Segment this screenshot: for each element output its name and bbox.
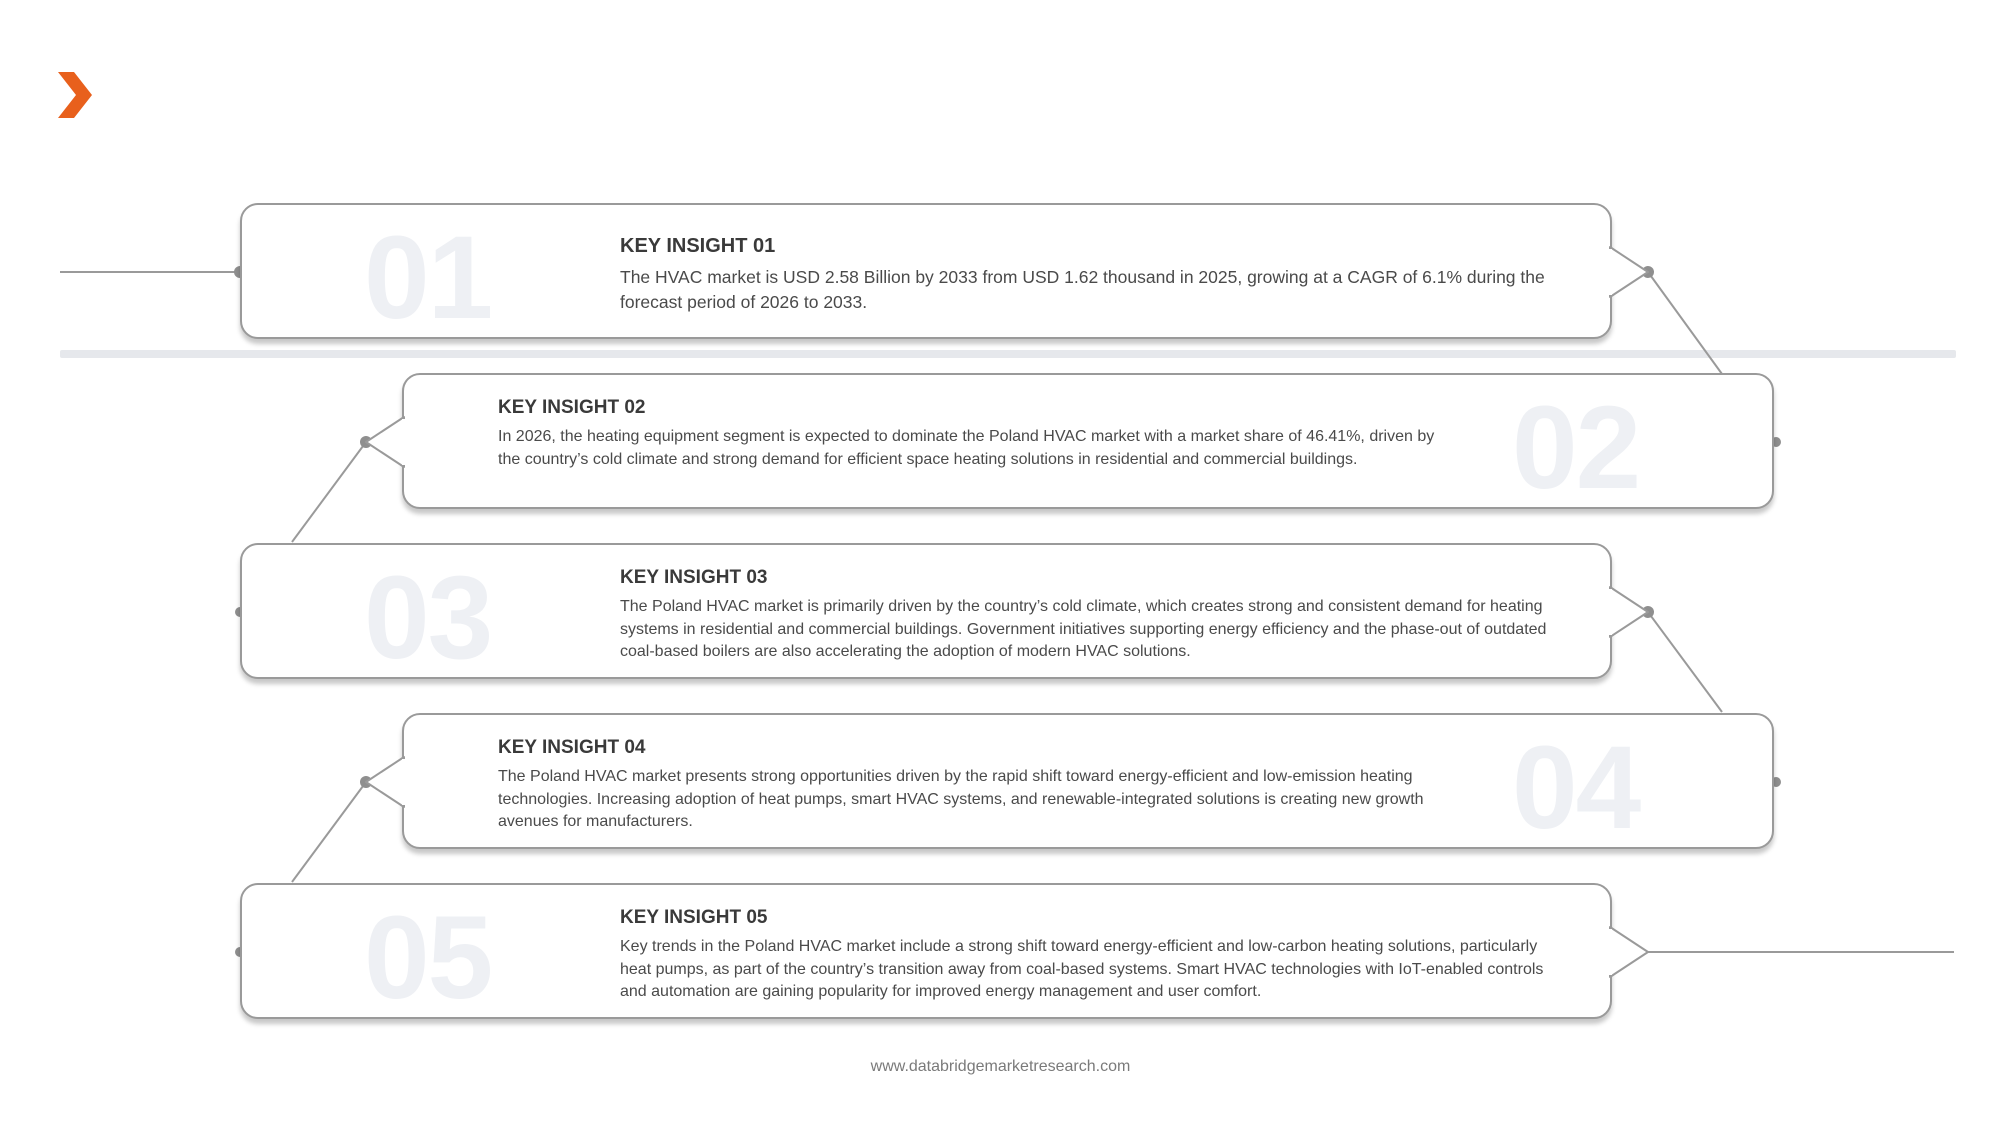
insight-number: 01 [364,212,492,344]
insight-number: 05 [364,892,492,1024]
insight-number: 03 [364,552,492,684]
footer-url: www.databridgemarketresearch.com [870,1058,1131,1075]
insight-title: KEY INSIGHT 05 [620,907,768,928]
insight-title: KEY INSIGHT 04 [498,737,646,758]
insight-text: The Poland HVAC market is primarily driven by the country’s cold climate, which creates strong and consistent demand for heating systems in residential and commercial buildings. Government initiatives supporting energy efficiency and the phase-out of outdated coal-based boilers are also accelerating the adoption of modern HVAC solutions. [620,598,1547,660]
insight-text: In 2026, the heating equipment segment is expected to dominate the Poland HVAC market with a market share of 46.41%, driven by the country’s cold climate and strong demand for efficient space heating solutions in residential and commercial buildings. [498,428,1435,468]
insight-title: KEY INSIGHT 02 [498,397,646,418]
insight-number: 04 [1512,722,1640,854]
insight-text: The Poland HVAC market presents strong opportunities driven by the rapid shift toward energy-efficient and low-emission heating technologies. Increasing adoption of heat pumps, smart HVAC systems, and renewable-integrated solutions is creating new growth avenues for manufacturers. [498,768,1424,830]
insight-title: KEY INSIGHT 01 [620,235,776,257]
insight-text: Key trends in the Poland HVAC market include a strong shift toward energy-efficient and low-carbon heating solutions, particularly heat pumps, as part of the country’s transition away from coal-based systems. Smart HVAC technologies with IoT-enabled controls and automation are gaining popularity for improved energy management and user comfort. [620,938,1544,1000]
insight-text: The HVAC market is USD 2.58 Billion by 2033 from USD 1.62 thousand in 2025, growing at a CAGR of 6.1% during the forecast period of 2026 to 2033. [620,267,1545,312]
insight-title: KEY INSIGHT 03 [620,567,768,588]
insight-number: 02 [1512,382,1640,514]
